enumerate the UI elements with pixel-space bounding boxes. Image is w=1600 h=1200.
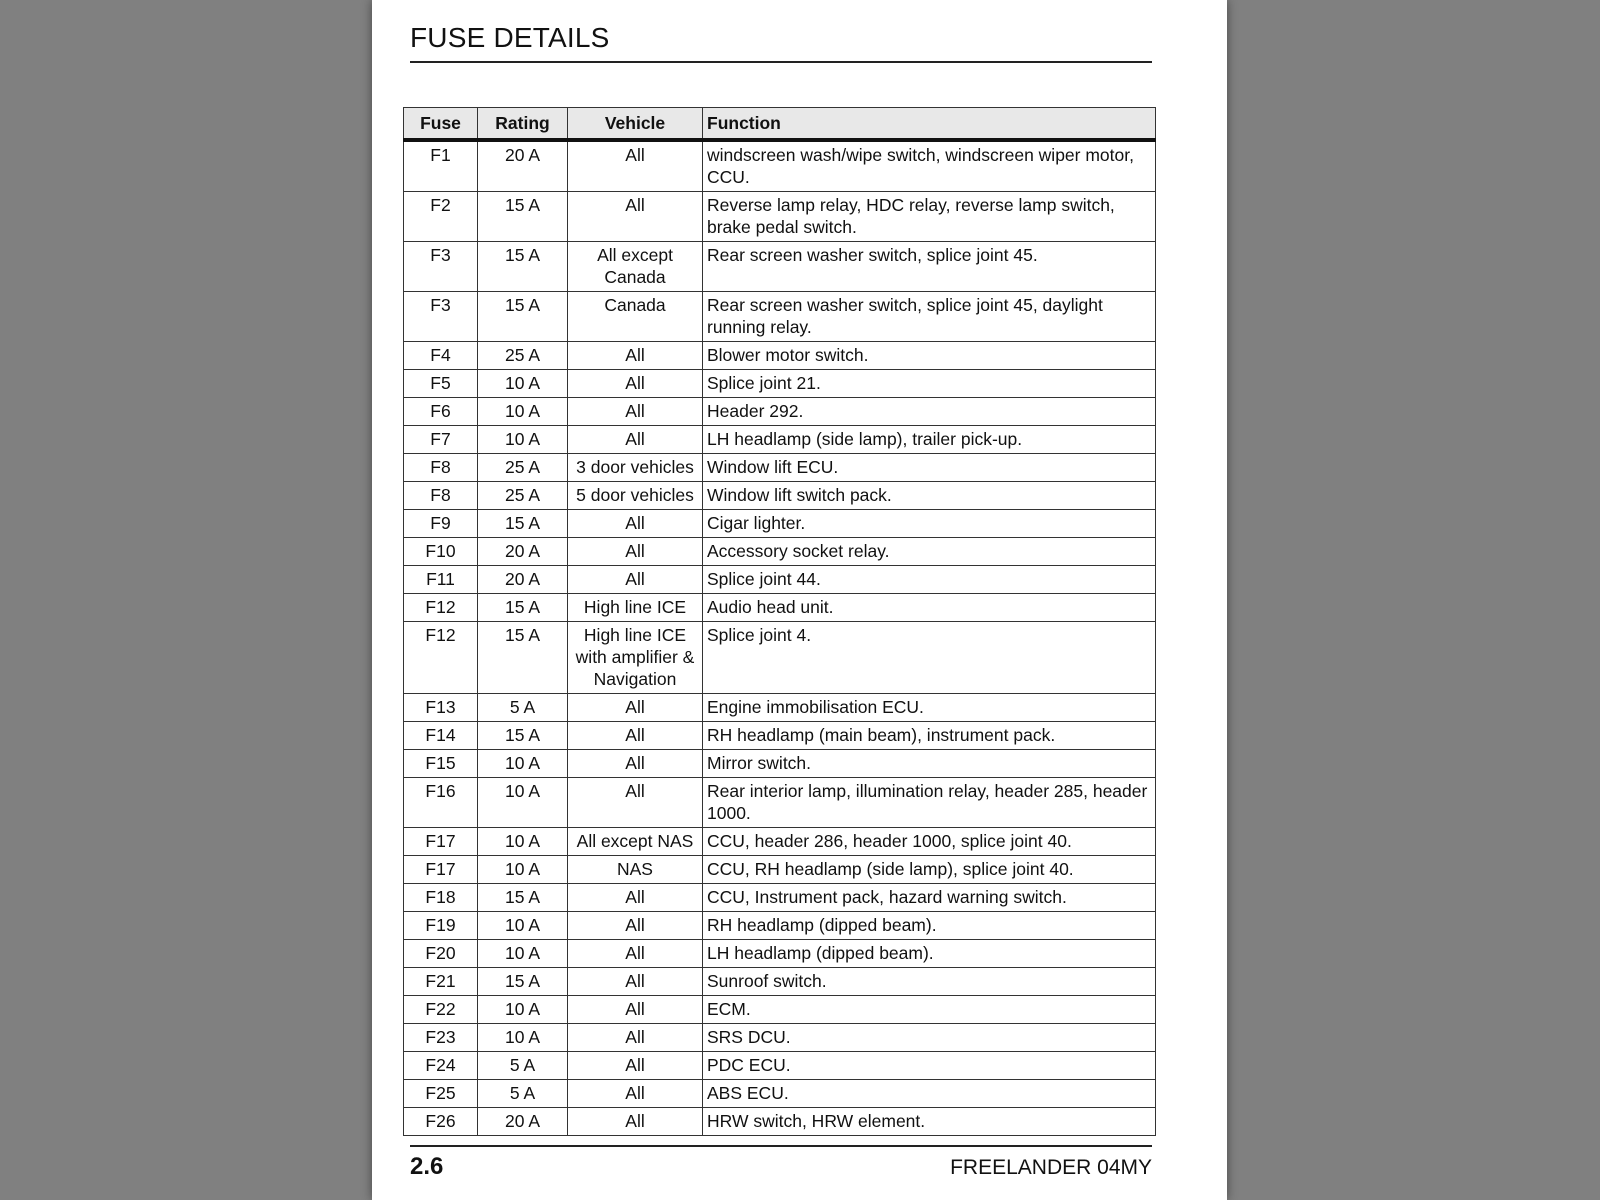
cell-function: LH headlamp (dipped beam).	[703, 940, 1156, 968]
column-header-fuse: Fuse	[404, 108, 478, 141]
cell-function: ECM.	[703, 996, 1156, 1024]
table-row	[404, 426, 1156, 454]
table-row	[404, 912, 1156, 940]
cell-vehicle: All	[568, 192, 703, 242]
cell-rating: 15 A	[478, 622, 568, 694]
column-header-function: Function	[703, 108, 1156, 141]
cell-vehicle: Canada	[568, 292, 703, 342]
cell-function: Audio head unit.	[703, 594, 1156, 622]
cell-rating: 5 A	[478, 1052, 568, 1080]
cell-fuse: F25	[404, 1080, 478, 1108]
table-row	[404, 342, 1156, 370]
table-row	[404, 454, 1156, 482]
table-row	[404, 722, 1156, 750]
cell-vehicle: All	[568, 510, 703, 538]
table-row	[404, 940, 1156, 968]
cell-fuse: F19	[404, 912, 478, 940]
cell-vehicle: 5 door vehicles	[568, 482, 703, 510]
cell-function: CCU, Instrument pack, hazard warning switch.	[703, 884, 1156, 912]
table-row	[404, 828, 1156, 856]
cell-rating: 10 A	[478, 856, 568, 884]
cell-vehicle: All	[568, 566, 703, 594]
table-row	[404, 1080, 1156, 1108]
cell-rating: 10 A	[478, 1024, 568, 1052]
cell-vehicle: All	[568, 912, 703, 940]
cell-vehicle: All	[568, 1052, 703, 1080]
footer-model-label: FREELANDER 04MY	[950, 1156, 1152, 1179]
table-row	[404, 594, 1156, 622]
table-row	[404, 482, 1156, 510]
cell-fuse: F7	[404, 426, 478, 454]
cell-vehicle: All except Canada	[568, 242, 703, 292]
table-row	[404, 1024, 1156, 1052]
cell-fuse: F12	[404, 622, 478, 694]
cell-function: Splice joint 44.	[703, 566, 1156, 594]
table-row	[404, 996, 1156, 1024]
cell-rating: 15 A	[478, 242, 568, 292]
cell-rating: 20 A	[478, 140, 568, 192]
table-row	[404, 884, 1156, 912]
cell-vehicle: 3 door vehicles	[568, 454, 703, 482]
cell-vehicle: All	[568, 694, 703, 722]
cell-rating: 5 A	[478, 694, 568, 722]
cell-rating: 20 A	[478, 566, 568, 594]
cell-fuse: F17	[404, 828, 478, 856]
fuse-table	[403, 107, 1156, 1136]
cell-vehicle: All	[568, 996, 703, 1024]
cell-function: CCU, header 286, header 1000, splice joint 40.	[703, 828, 1156, 856]
cell-rating: 15 A	[478, 510, 568, 538]
cell-function: PDC ECU.	[703, 1052, 1156, 1080]
cell-vehicle: All	[568, 342, 703, 370]
cell-rating: 15 A	[478, 884, 568, 912]
cell-function: CCU, RH headlamp (side lamp), splice joint 40.	[703, 856, 1156, 884]
cell-function: ABS ECU.	[703, 1080, 1156, 1108]
cell-function: RH headlamp (main beam), instrument pack.	[703, 722, 1156, 750]
cell-rating: 15 A	[478, 192, 568, 242]
table-row	[404, 370, 1156, 398]
cell-vehicle: All	[568, 884, 703, 912]
cell-rating: 25 A	[478, 454, 568, 482]
cell-fuse: F13	[404, 694, 478, 722]
cell-function: LH headlamp (side lamp), trailer pick-up.	[703, 426, 1156, 454]
cell-fuse: F21	[404, 968, 478, 996]
table-row	[404, 398, 1156, 426]
cell-fuse: F5	[404, 370, 478, 398]
table-row	[404, 968, 1156, 996]
cell-function: Rear screen washer switch, splice joint 45, daylight running relay.	[703, 292, 1156, 342]
cell-fuse: F3	[404, 242, 478, 292]
cell-vehicle: High line ICE	[568, 594, 703, 622]
cell-function: Cigar lighter.	[703, 510, 1156, 538]
cell-rating: 10 A	[478, 912, 568, 940]
cell-rating: 5 A	[478, 1080, 568, 1108]
cell-function: Splice joint 21.	[703, 370, 1156, 398]
cell-vehicle: All	[568, 538, 703, 566]
cell-fuse: F12	[404, 594, 478, 622]
column-header-rating: Rating	[478, 108, 568, 141]
cell-rating: 15 A	[478, 292, 568, 342]
cell-rating: 10 A	[478, 778, 568, 828]
table-body	[404, 140, 1156, 1136]
page-number: 2.6	[410, 1153, 444, 1180]
table-row	[404, 778, 1156, 828]
cell-function: HRW switch, HRW element.	[703, 1108, 1156, 1136]
cell-fuse: F26	[404, 1108, 478, 1136]
cell-function: Sunroof switch.	[703, 968, 1156, 996]
column-header-vehicle: Vehicle	[568, 108, 703, 141]
cell-vehicle: All	[568, 426, 703, 454]
cell-rating: 25 A	[478, 342, 568, 370]
cell-vehicle: All	[568, 750, 703, 778]
cell-fuse: F10	[404, 538, 478, 566]
cell-rating: 10 A	[478, 750, 568, 778]
footer-rule	[410, 1145, 1152, 1147]
cell-fuse: F18	[404, 884, 478, 912]
cell-function: Reverse lamp relay, HDC relay, reverse lamp switch, brake pedal switch.	[703, 192, 1156, 242]
cell-rating: 10 A	[478, 996, 568, 1024]
cell-function: windscreen wash/wipe switch, windscreen wiper motor, CCU.	[703, 140, 1156, 192]
title-rule	[410, 61, 1152, 63]
cell-vehicle: NAS	[568, 856, 703, 884]
table-row	[404, 1108, 1156, 1136]
cell-function: Blower motor switch.	[703, 342, 1156, 370]
cell-rating: 10 A	[478, 940, 568, 968]
cell-function: SRS DCU.	[703, 1024, 1156, 1052]
cell-fuse: F17	[404, 856, 478, 884]
document-page	[372, 0, 1227, 1200]
cell-vehicle: All	[568, 940, 703, 968]
cell-fuse: F4	[404, 342, 478, 370]
cell-rating: 20 A	[478, 538, 568, 566]
cell-fuse: F23	[404, 1024, 478, 1052]
cell-rating: 10 A	[478, 426, 568, 454]
cell-rating: 15 A	[478, 594, 568, 622]
table-row	[404, 622, 1156, 694]
table-row	[404, 242, 1156, 292]
cell-vehicle: All	[568, 968, 703, 996]
cell-vehicle: All	[568, 140, 703, 192]
table-row	[404, 140, 1156, 192]
cell-rating: 25 A	[478, 482, 568, 510]
cell-vehicle: All except NAS	[568, 828, 703, 856]
cell-vehicle: All	[568, 1080, 703, 1108]
cell-fuse: F3	[404, 292, 478, 342]
cell-vehicle: All	[568, 1024, 703, 1052]
cell-fuse: F8	[404, 482, 478, 510]
table-row	[404, 856, 1156, 884]
table-row	[404, 750, 1156, 778]
cell-function: Window lift switch pack.	[703, 482, 1156, 510]
cell-rating: 20 A	[478, 1108, 568, 1136]
cell-fuse: F2	[404, 192, 478, 242]
cell-function: Mirror switch.	[703, 750, 1156, 778]
cell-fuse: F16	[404, 778, 478, 828]
cell-fuse: F6	[404, 398, 478, 426]
table-row	[404, 192, 1156, 242]
table-row	[404, 292, 1156, 342]
cell-fuse: F22	[404, 996, 478, 1024]
cell-vehicle: High line ICE with amplifier & Navigation	[568, 622, 703, 694]
cell-fuse: F11	[404, 566, 478, 594]
table-row	[404, 538, 1156, 566]
cell-rating: 15 A	[478, 722, 568, 750]
cell-function: Engine immobilisation ECU.	[703, 694, 1156, 722]
table-row	[404, 510, 1156, 538]
cell-vehicle: All	[568, 398, 703, 426]
cell-rating: 10 A	[478, 370, 568, 398]
cell-vehicle: All	[568, 1108, 703, 1136]
table-row	[404, 1052, 1156, 1080]
cell-vehicle: All	[568, 722, 703, 750]
cell-fuse: F24	[404, 1052, 478, 1080]
cell-vehicle: All	[568, 778, 703, 828]
cell-function: Header 292.	[703, 398, 1156, 426]
cell-function: RH headlamp (dipped beam).	[703, 912, 1156, 940]
cell-vehicle: All	[568, 370, 703, 398]
cell-rating: 10 A	[478, 398, 568, 426]
cell-fuse: F15	[404, 750, 478, 778]
cell-function: Rear interior lamp, illumination relay, header 285, header 1000.	[703, 778, 1156, 828]
cell-fuse: F8	[404, 454, 478, 482]
cell-fuse: F14	[404, 722, 478, 750]
cell-rating: 10 A	[478, 828, 568, 856]
table-row	[404, 694, 1156, 722]
page-title: FUSE DETAILS	[410, 22, 610, 53]
table-row	[404, 566, 1156, 594]
cell-fuse: F9	[404, 510, 478, 538]
cell-function: Accessory socket relay.	[703, 538, 1156, 566]
cell-function: Splice joint 4.	[703, 622, 1156, 694]
cell-rating: 15 A	[478, 968, 568, 996]
cell-function: Rear screen washer switch, splice joint 45.	[703, 242, 1156, 292]
cell-fuse: F1	[404, 140, 478, 192]
cell-fuse: F20	[404, 940, 478, 968]
table-header-row	[404, 108, 1156, 141]
cell-function: Window lift ECU.	[703, 454, 1156, 482]
